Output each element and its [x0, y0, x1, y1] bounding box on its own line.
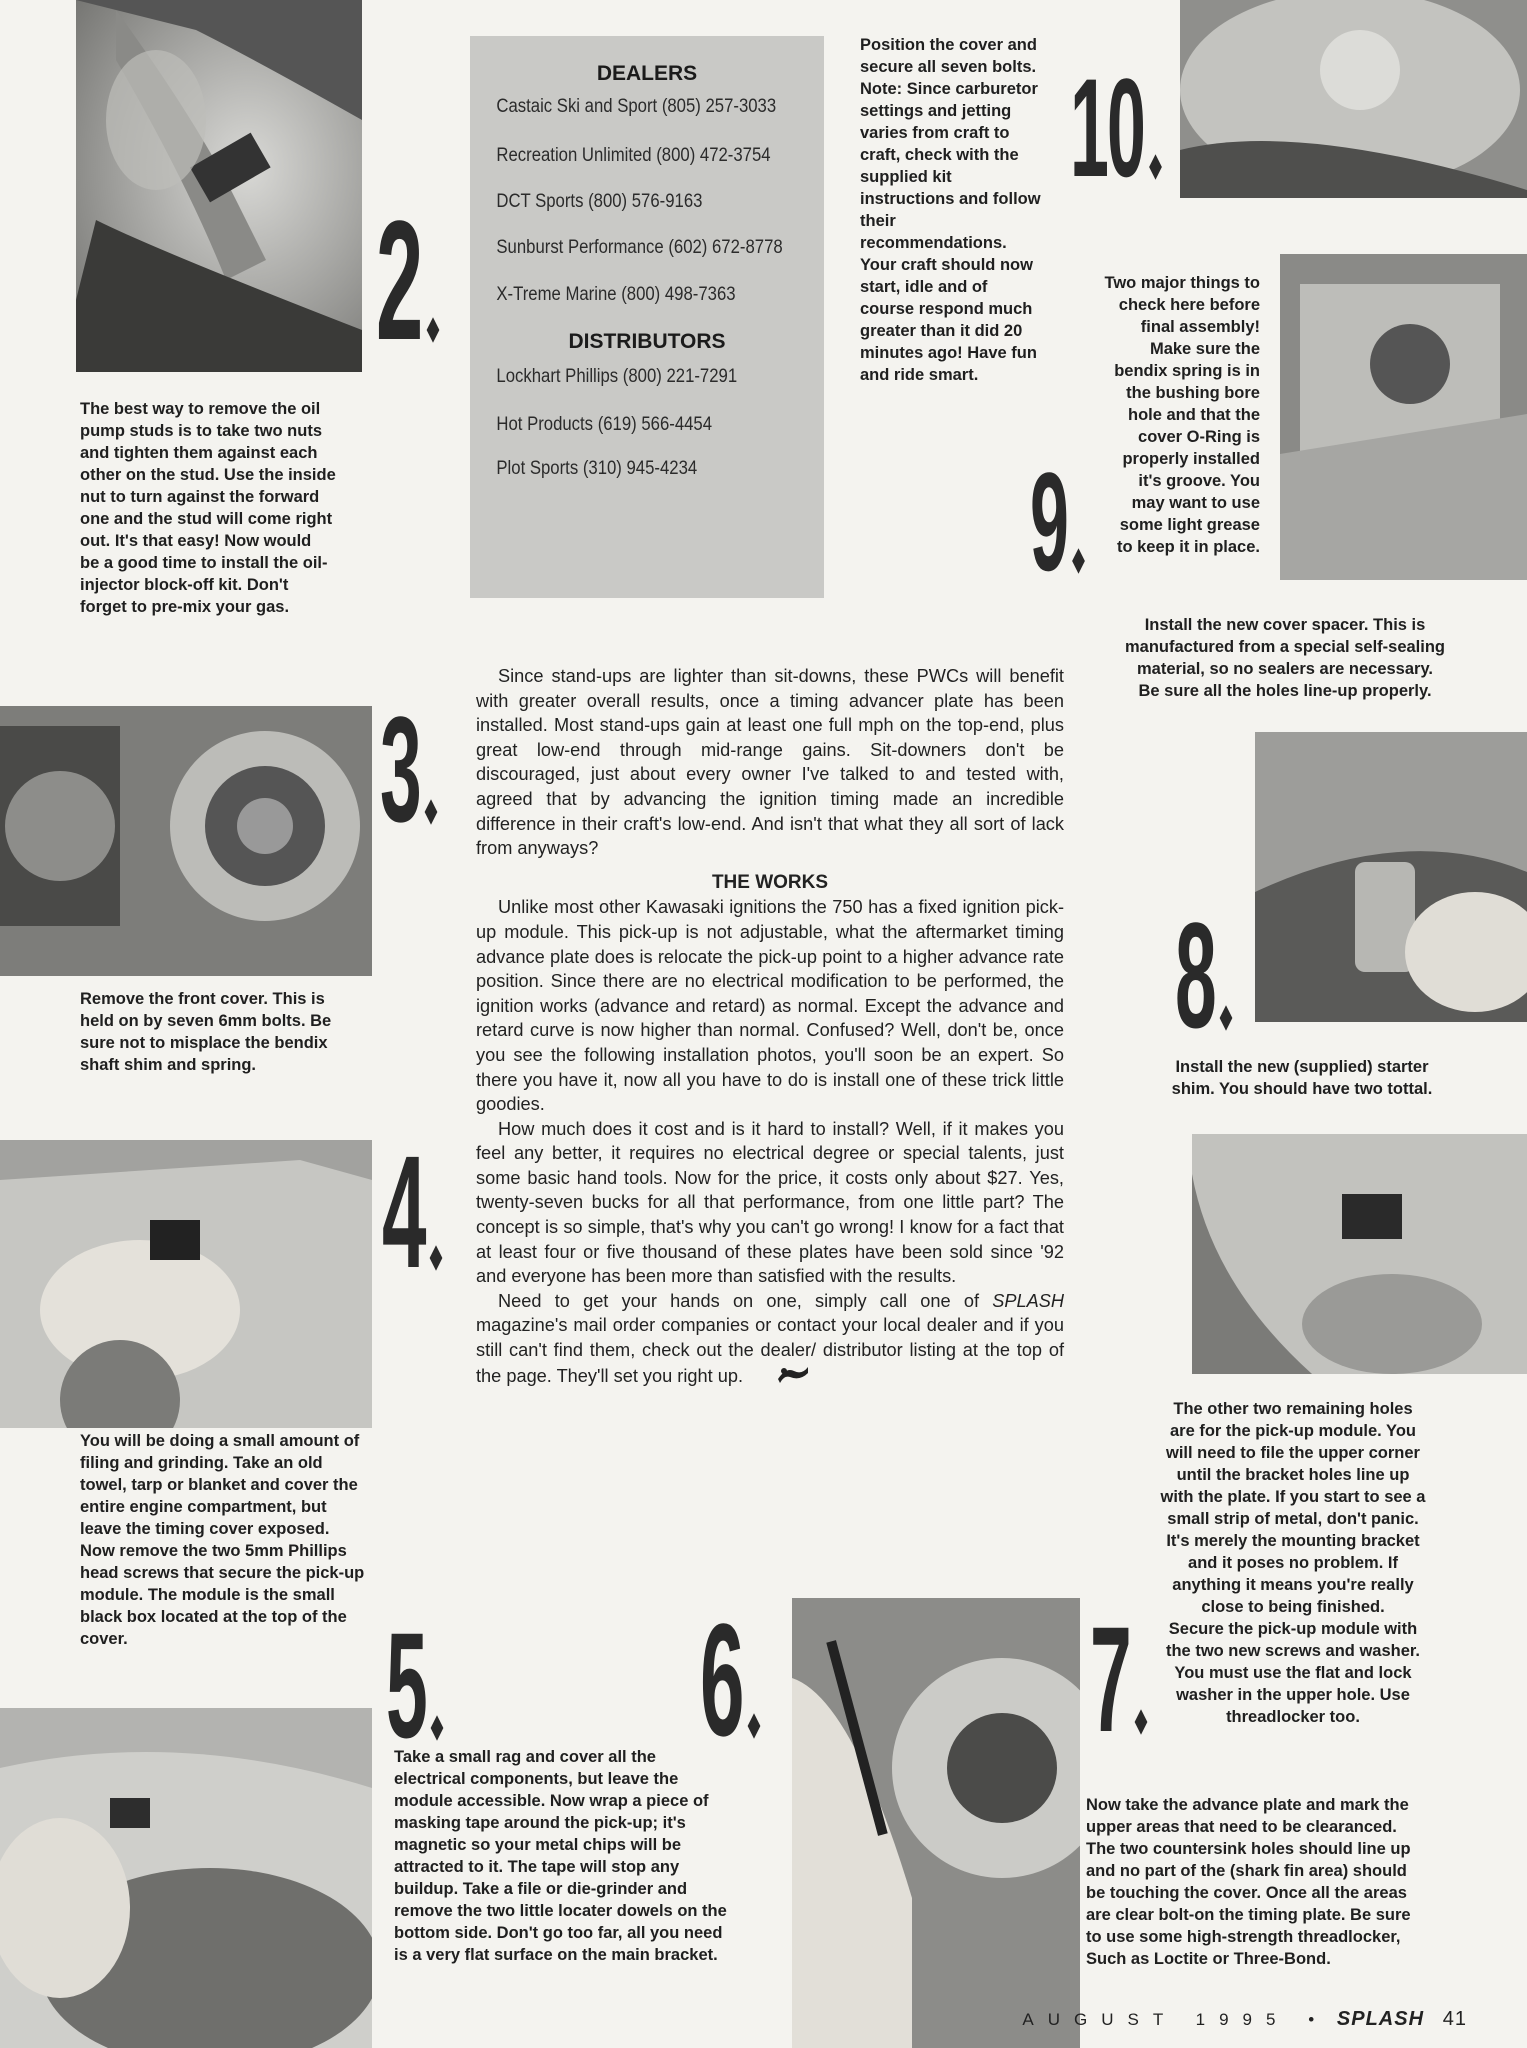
dealer-listing: X-Treme Marine (800) 498-7363: [496, 284, 736, 305]
step-10-caption: Position the cover and secure all seven bolts. Note: Since carburetor settings and jetting varies from craft to craft, check with the supplied kit instructions and follow their recommendations. Your craft should now start, idle and of course respond much greater than it did 20 minutes ago! Have fun and ride smart.: [860, 36, 1041, 384]
article-paragraph: How much does it cost and is it hard to install? Well, if it makes you feel any better, it requires no electrical degree or special talents, just some basic hand tools. Now for the price, it costs only about $27. Yes, twenty-seven bucks for all that performance, from one little part? The concept is so simple, that's why you can't go wrong! I know for a fact that at least four or five thousand of these plates have been sold since '92 and everyone has been more than satisfied with the results.: [476, 1118, 1064, 1287]
step-8-caption: Install the new (supplied) starter shim. You should have two tottal.: [1171, 1058, 1433, 1098]
step-4-number: 4: [382, 1132, 440, 1292]
step-2-caption: The best way to remove the oil pump studs is to take two nuts and tighten them against each other on the stud. Use the inside nut to turn against the forward one and the stud will come right out. It's that easy! Now would be a good time to install the oil- injector block-off kit. Don't forget to pre-mix your gas.: [80, 400, 336, 616]
photo-step-4: [0, 1140, 372, 1428]
diamond-bullet-icon: [431, 1715, 444, 1740]
step-9-number: 9: [1030, 452, 1083, 592]
step-4-caption: You will be doing a small amount of filing and grinding. Take an old towel, tarp or blanket and cover the entire engine compartment, but leave the timing cover exposed. Now remove the two 5mm Phillips head screws that secure the pick-up module. The module is the small black box located at the top of the cover.: [80, 1432, 365, 1648]
page-number: 41: [1442, 2008, 1467, 2030]
step-9-caption: Install the new cover spacer. This is manufactured from a special self-sealing material, so no sealers are necessary. Be sure all the holes line-up properly.: [1124, 616, 1446, 700]
dealer-listing: Recreation Unlimited (800) 472-3754: [496, 145, 771, 166]
section-heading: THE WORKS: [711, 871, 829, 893]
magazine-name: SPLASH: [992, 1290, 1064, 1311]
diamond-bullet-icon: [426, 317, 439, 342]
end-mark-icon: [754, 1363, 810, 1392]
article-paragraph: Need to get your hands on one, simply call one of SPLASH magazine's mail order companies or contact your local dealer and if you still can't find them, check out the dealer/ distributor listing at the top of the page. They'll set you right up.: [476, 1289, 1064, 1391]
photo-step-10: [1180, 0, 1527, 198]
step-3-caption: Remove the front cover. This is held on by seven 6mm bolts. Be sure not to misplace the bendix shaft shim and spring.: [80, 990, 332, 1074]
dealer-distributor-box: [470, 36, 824, 598]
dealer-listing: Sunburst Performance (602) 672-8778: [496, 237, 783, 258]
step-6-caption: Now take the advance plate and mark the upper areas that need to be clearanced. The two countersink holes should line up and no part of the (shark fin area) should be touching the cover. Once all the areas are clear bolt-on the timing plate. Be sure to use some high-strength threadlocker, Such as Loctite or Three-Bond.: [1086, 1796, 1411, 1968]
photo-step-7: [1192, 1134, 1527, 1374]
step-5-number: 5: [386, 1610, 442, 1760]
article-paragraph: Since stand-ups are lighter than sit-downs, these PWCs will benefit with greater overall results, once a timing advancer plate has been installed. Most stand-ups gain at least one full mph on the top-end, plus great low-end through mid-range gains. Sit-downers don't be discouraged, just about every owner I've talked to and tested with, agreed that by advancing the ignition timing made an incredible difference in their craft's low-end. And isn't that what they all sort of lack from anyways?: [476, 666, 1064, 859]
magazine-title: SPLASH: [1336, 2008, 1425, 2030]
diamond-bullet-icon: [1135, 1709, 1148, 1734]
article-body: [476, 664, 1064, 1391]
step-7-number: 7: [1090, 1604, 1146, 1754]
page-footer: [1022, 2008, 1467, 2031]
step-10-number: 10: [1070, 58, 1160, 198]
step-5-caption: Take a small rag and cover all the electrical components, but leave the module accessible. Now wrap a piece of masking tape around the pick-up; it's magnetic so your metal chips will be attracted to it. The tape will stop any buildup. Take a file or die-grinder and remove the two little locater dowels on the bottom side. Don't go too far, all you need is a very flat surface on the main bracket.: [394, 1748, 727, 1964]
step-6-number: 6: [700, 1600, 758, 1760]
step-9b-caption: Two major things to check here before final assembly! Make sure the bendix spring is in the bushing bore hole and that the cover O-Ring is properly installed it's groove. You may want to use some light grease to keep it in place.: [1104, 274, 1260, 556]
footer-bullet: •: [1308, 2010, 1319, 2029]
photo-step-8: [1255, 732, 1527, 1022]
dealers-heading: DEALERS: [596, 62, 698, 85]
photo-step-9: [1280, 254, 1527, 580]
diamond-bullet-icon: [425, 799, 438, 824]
distributors-heading: DISTRIBUTORS: [568, 330, 726, 353]
diamond-bullet-icon: [430, 1245, 443, 1270]
dealer-listing: Castaic Ski and Sport (805) 257-3033: [496, 96, 777, 117]
distributor-listing: Plot Sports (310) 945-4234: [496, 458, 698, 479]
photo-step-5: [0, 1708, 372, 2048]
distributor-listing: Lockhart Phillips (800) 221-7291: [496, 366, 738, 387]
issue-date: AUGUST 1995: [1022, 2010, 1290, 2029]
diamond-bullet-icon: [748, 1713, 761, 1738]
dealer-listing: DCT Sports (800) 576-9163: [496, 191, 703, 212]
photo-step-6: [792, 1598, 1080, 2048]
step-8-number: 8: [1175, 900, 1231, 1050]
diamond-bullet-icon: [1149, 154, 1162, 179]
diamond-bullet-icon: [1220, 1005, 1233, 1030]
step-3-number: 3: [380, 694, 436, 844]
photo-step-2: [76, 0, 362, 372]
photo-step-3: [0, 706, 372, 976]
step-2-number: 2: [376, 196, 437, 366]
distributor-listing: Hot Products (619) 566-4454: [496, 414, 713, 435]
article-paragraph: Unlike most other Kawasaki ignitions the 750 has a fixed ignition pick-up module. This pick-up is not adjustable, what the aftermarket timing advance plate does is relocate the pick-up point to a higher advance rate position. Since there are no electrical modification to be performed, the ignition works (advance and retard) as normal. Except the advance and retard curve is now higher than normal. Confused? Well, don't be, once you see the following installation photos, you'll soon be an expert. So there you have it, now all you have to do is install one of these trick little goodies.: [476, 897, 1064, 1115]
step-7-caption: The other two remaining holes are for the pick-up module. You will need to file the upper corner until the bracket holes line up with the plate. If you start to see a small strip of metal, don't panic. It's merely the mounting bracket and it poses no problem. If anything it means you're really close to being finished. Secure the pick-up module with the two new screws and washer. You must use the flat and lock washer in the upper hole. Use threadlocker too.: [1160, 1400, 1426, 1726]
